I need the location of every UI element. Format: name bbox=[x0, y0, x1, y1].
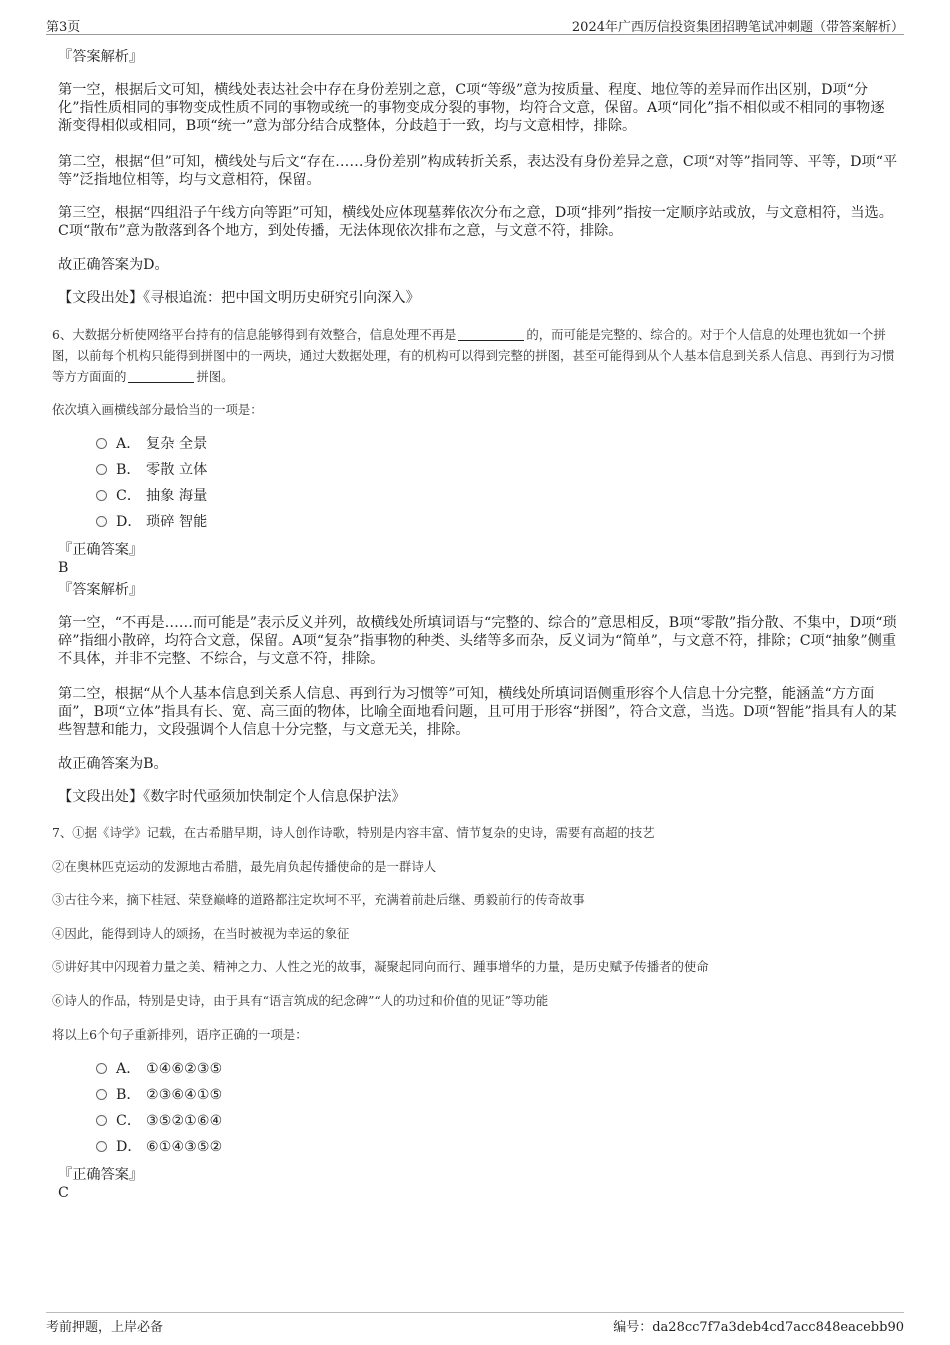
q5-analysis-para2: 第二空，根据“但”可知，横线处与后文“存在……身份差别”构成转折关系，表达没有身份差异之意，C项“对等”指同等、平等，D项“平等”泛指地位相等，均与文意相符，保留。 bbox=[58, 154, 898, 188]
footer-code bbox=[613, 1316, 904, 1335]
option-letter: B． bbox=[116, 1087, 141, 1103]
option-text: 抽象 海量 bbox=[146, 488, 208, 504]
radio-icon[interactable] bbox=[96, 1115, 107, 1126]
q7-sentence-1: 7、①据《诗学》记载，在古希腊早期，诗人创作诗歌，特别是内容丰富、情节复杂的史诗，需要有高超的技艺 bbox=[52, 825, 655, 840]
q7-option-d[interactable] bbox=[96, 1138, 222, 1156]
q5-conclusion: 故正确答案为D。 bbox=[58, 257, 169, 273]
q6-conclusion: 故正确答案为B。 bbox=[58, 756, 168, 772]
q5-source: 【文段出处】《寻根追流：把中国文明历史研究引向深入》 bbox=[58, 290, 420, 306]
q6-option-c[interactable] bbox=[96, 487, 207, 505]
option-letter: D． bbox=[116, 1139, 142, 1155]
q6-source: 【文段出处】《数字时代亟须加快制定个人信息保护法》 bbox=[58, 789, 406, 805]
q5-analysis-label: 『答案解析』 bbox=[58, 49, 144, 65]
option-text: ②③⑥④①⑤ bbox=[146, 1087, 223, 1103]
radio-icon[interactable] bbox=[96, 1063, 107, 1074]
q7-answer-label: 『正确答案』 bbox=[58, 1167, 144, 1183]
option-text: 复杂 全景 bbox=[146, 436, 208, 452]
option-letter: B． bbox=[116, 462, 141, 478]
q6-stem-part-a: 6、大数据分析使网络平台持有的信息能够得到有效整合，信息处理不再是 bbox=[52, 327, 457, 342]
footer-slogan: 考前押题，上岸必备 bbox=[46, 1320, 164, 1335]
option-letter: C． bbox=[116, 1113, 142, 1129]
q7-sentence-5: ⑤讲好其中闪现着力量之美、精神之力、人性之光的故事，凝聚起同向而行、踵事增华的力量，是历史赋予传播者的使命 bbox=[52, 959, 709, 974]
q5-analysis-para1: 第一空，根据后文可知，横线处表达社会中存在身份差别之意，C项“等级”意为按质量、程度、地位等的差异而作出区别，D项“分化”指性质相同的事物变成性质不同的事物或统一的事物变成分裂的事物，均符合文意，保留。A项“同化”指不相似或不相同的事物逐渐变得相似或相同，B项“统一”意为部分结合成整体，分歧趋于一致，均与文意相悖，排除。 bbox=[58, 82, 885, 134]
q7-sentence-6: ⑥诗人的作品，特别是史诗，由于具有“语言筑成的纪念碑”“人的功过和价值的见证”等功能 bbox=[52, 993, 549, 1008]
radio-icon[interactable] bbox=[96, 464, 107, 475]
footer-code-value: da28cc7f7a3deb4cd7acc848eacebb90 bbox=[652, 1320, 904, 1335]
option-letter: D． bbox=[116, 514, 142, 530]
q7-sentence-2: ②在奥林匹克运动的发源地古希腊，最先肩负起传播使命的是一群诗人 bbox=[52, 859, 437, 874]
q7-option-a[interactable] bbox=[96, 1060, 222, 1078]
q6-answer: B bbox=[58, 560, 69, 576]
option-text: 琐碎 智能 bbox=[146, 514, 208, 530]
option-text: ①④⑥②③⑤ bbox=[146, 1061, 223, 1077]
q7-prompt: 将以上6个句子重新排列，语序正确的一项是： bbox=[52, 1027, 308, 1042]
option-text: ③⑤②①⑥④ bbox=[146, 1113, 223, 1129]
q6-analysis-para1: 第一空，“不再是……而可能是”表示反义并列，故横线处所填词语与“完整的、综合的”意思相反，B项“零散”指分散、不集中，D项“琐碎”指细小散碎，均符合文意，保留。A项“复杂”指事物的种类、头绪等多而杂，反义词为“简单”，与文意不符，排除；C项“抽象”侧重不具体，并非不完整、不综合，与文意不符，排除。 bbox=[58, 615, 897, 667]
option-letter: C． bbox=[116, 488, 142, 504]
q6-option-a[interactable] bbox=[96, 435, 207, 453]
footer-code-label: 编号： bbox=[613, 1320, 653, 1335]
radio-icon[interactable] bbox=[96, 1089, 107, 1100]
q7-sentence-4: ④因此，能得到诗人的颂扬，在当时被视为幸运的象征 bbox=[52, 926, 350, 941]
q7-answer: C bbox=[58, 1185, 69, 1201]
q5-analysis-para3: 第三空，根据“四组沿子午线方向等距”可知，横线处应体现墓葬依次分布之意，D项“排列”指按一定顺序站或放，与文意相符，当选。C项“散布”意为散落到各个地方，到处传播，无法体现依次排布之意，与文意不符，排除。 bbox=[58, 205, 893, 239]
radio-icon[interactable] bbox=[96, 438, 107, 449]
page-number: 第3页 bbox=[46, 20, 81, 35]
q6-analysis-label: 『答案解析』 bbox=[58, 582, 144, 598]
page-header bbox=[46, 12, 904, 35]
radio-icon[interactable] bbox=[96, 516, 107, 527]
radio-icon[interactable] bbox=[96, 1141, 107, 1152]
q7-sentence-3: ③古往今来，摘下桂冠、荣登巅峰的道路都注定坎坷不平，充满着前赴后继、勇毅前行的传奇故事 bbox=[52, 892, 585, 907]
q6-stem-part-c: 拼图。 bbox=[196, 369, 234, 384]
q6-answer-label: 『正确答案』 bbox=[58, 542, 144, 558]
q6-blank-1 bbox=[458, 328, 524, 341]
q6-option-d[interactable] bbox=[96, 513, 207, 531]
option-letter: A． bbox=[116, 1061, 141, 1077]
option-letter: A． bbox=[116, 436, 141, 452]
page-footer bbox=[46, 1312, 904, 1335]
q6-option-b[interactable] bbox=[96, 461, 207, 479]
option-text: ⑥①④③⑤② bbox=[146, 1139, 223, 1155]
option-text: 零散 立体 bbox=[146, 462, 208, 478]
radio-icon[interactable] bbox=[96, 490, 107, 501]
document-title: 2024年广西厉信投资集团招聘笔试冲刺题（带答案解析） bbox=[571, 20, 904, 35]
q7-option-c[interactable] bbox=[96, 1112, 222, 1130]
q6-stem-part-b: 的，而可能是完整的、综合的。对于个人信息的处理也犹如一个拼图，以前每个机构只能得到拼图中的一两块，通过大数据处理，有的机构可以得到完整的拼图，甚至可能得到从个人基本信息到关系人信息、再到行为习惯等方方面面的 bbox=[52, 327, 895, 384]
q6-blank-2 bbox=[128, 370, 194, 383]
q6-stem bbox=[52, 324, 902, 387]
q7-option-b[interactable] bbox=[96, 1086, 222, 1104]
q6-analysis-para2: 第二空，根据“从个人基本信息到关系人信息、再到行为习惯等”可知，横线处所填词语侧重形容个人信息十分完整，能涵盖“方方面面”，B项“立体”指具有长、宽、高三面的物体，比喻全面地看问题，且可用于形容“拼图”，符合文意，当选。D项“智能”指具有人的某些智慧和能力，文段强调个人信息十分完整，与文意无关，排除。 bbox=[58, 686, 897, 738]
q6-prompt: 依次填入画横线部分最恰当的一项是： bbox=[52, 402, 263, 417]
